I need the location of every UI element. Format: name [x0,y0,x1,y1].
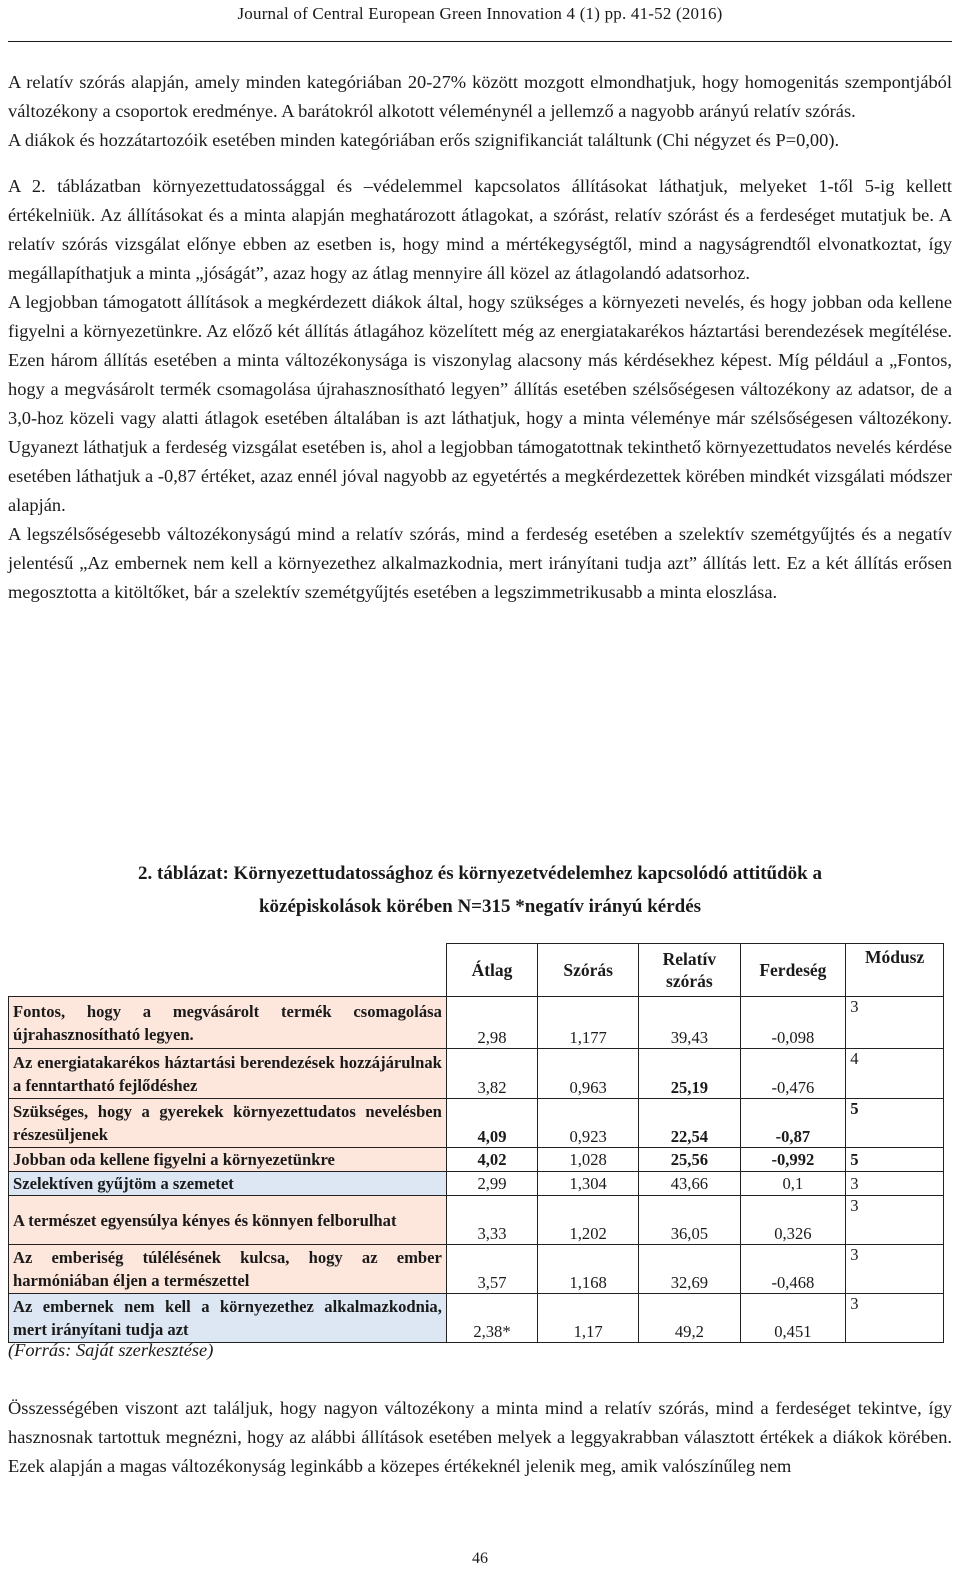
cell-modusz: 4 [846,1049,944,1099]
table-caption [8,857,952,923]
cell-relativ-szoras: 25,19 [639,1049,740,1099]
column-header-relativ-szoras: Relatív szórás [639,944,740,997]
cell-szoras: 1,177 [538,997,639,1049]
column-header-ferdeseg: Ferdeség [740,944,846,997]
table-caption-line-2: középiskolások körében N=315 *negatív irányú kérdés [258,896,702,917]
row-label: Szükséges, hogy a gyerekek környezettudatos nevelésben részesüljenek [9,1099,447,1148]
cell-atlag: 4,02 [446,1148,537,1172]
cell-relativ-szoras: 43,66 [639,1172,740,1196]
page-number: 46 [472,1550,488,1567]
cell-szoras: 1,304 [538,1172,639,1196]
table-header-row [9,944,944,997]
cell-modusz: 5 [846,1148,944,1172]
column-header-atlag: Átlag [446,944,537,997]
cell-ferdeseg: -0,098 [740,997,846,1049]
cell-relativ-szoras: 32,69 [639,1245,740,1294]
cell-modusz: 5 [846,1099,944,1148]
intro-section [8,68,952,607]
cell-szoras: 1,202 [538,1196,639,1245]
table-row [9,1196,944,1245]
cell-modusz: 3 [846,1245,944,1294]
intro-paragraph-2: A diákok és hozzátartozóik esetében minden kategóriában erős szignifikanciát találtunk (Chi négyzet és P=0,00). [8,130,840,150]
cell-modusz: 3 [846,1172,944,1196]
table-row [9,1172,944,1196]
table-row [9,997,944,1049]
cell-atlag: 4,09 [446,1099,537,1148]
cell-atlag: 2,98 [446,997,537,1049]
cell-szoras: 1,17 [538,1294,639,1343]
row-label: Szelektíven gyűjtöm a szemetet [9,1172,447,1196]
analysis-paragraph-2: A legjobban támogatott állítások a megkérdezett diákok által, hogy szükséges a környezeti nevelés, és hogy jobban oda kellene figyelni a környezetünkre. Az előző két állítás átlagához közelített még az energiatakarékos háztartási berendezések megítélése. Ezen három állítás esetében a minta változékonysága is viszonylag alacsony más kérdésekhez képest. Míg például a „Fontos, hogy a megvásárolt termék csomagolása újrahasznosítható legyen” állítás esetében szélsőségesen változékony az adatsor, de a 3,0-hoz közeli vagy alatti átlagok esetében általában is azt láthatjuk, hogy a minta véleménye már szélsőségesen változékony. Ugyanezt láthatjuk a ferdeség vizsgálat esetében is, ahol a legjobban támogatottnak tekinthető környezettudatos nevelés kérdése esetében láthatjuk a -0,87 értéket, azaz ennél jóval nagyobb az egyetértés a megkérdezettek körében mindkét vizsgálati módszer alapján. [8,292,952,515]
cell-atlag: 2,99 [446,1172,537,1196]
cell-ferdeseg: -0,468 [740,1245,846,1294]
cell-atlag: 3,57 [446,1245,537,1294]
running-header: Journal of Central European Green Innovation 4 (1) pp. 41-52 (2016) [237,4,723,23]
cell-ferdeseg: 0,451 [740,1294,846,1343]
row-label: Az energiatakarékos háztartási berendezések hozzájárulnak a fenntartható fejlődéshez [9,1049,447,1099]
row-label: A természet egyensúlya kényes és könnyen felborulhat [9,1196,447,1245]
cell-atlag: 2,38* [446,1294,537,1343]
analysis-paragraph-3: A legszélsőségesebb változékonyságú mind a relatív szórás, mind a ferdeség esetében a szelektív szemétgyűjtés és a negatív jelentésű „Az embernek nem kell a környezethez alkalmazkodnia, mert irányítani tudja azt” állítás lett. Ez a két állítás erősen megosztotta a kitöltőket, bár a szelektív szemétgyűjtés esetében a legszimmetrikusabb a minta eloszlása. [8,524,952,602]
closing-section [8,1394,952,1481]
row-label: Az embernek nem kell a környezethez alkalmazkodnia, mert irányítani tudja azt [9,1294,447,1343]
closing-paragraph: Összességében viszont azt találjuk, hogy nagyon változékony a minta mind a relatív szórás, mind a ferdeséget tekintve, így hasznosnak tartottuk megnézni, hogy az alábbi állítások esetében melyek a leggyakrabban választott értékek a diákok körében. Ezek alapján a magas változékonyság leginkább a közepes értékeknél jelenik meg, amik valószínűleg nem [8,1398,952,1476]
row-label: Az emberiség túlélésének kulcsa, hogy az ember harmóniában éljen a természettel [9,1245,447,1294]
cell-relativ-szoras: 49,2 [639,1294,740,1343]
header-rule [8,41,952,42]
cell-ferdeseg: -0,992 [740,1148,846,1172]
cell-relativ-szoras: 25,56 [639,1148,740,1172]
intro-paragraph-1: A relatív szórás alapján, amely minden kategóriában 20-27% között mozgott elmondhatjuk, hogy homogenitás szempontjából változékony a csoportok eredménye. A barátokról alkotott véleménynél a jellemző a nagyobb arányú relatív szórás. [8,72,952,121]
cell-relativ-szoras: 39,43 [639,997,740,1049]
cell-szoras: 1,028 [538,1148,639,1172]
table-row [9,1049,944,1099]
row-label: Jobban oda kellene figyelni a környezetünkre [9,1148,447,1172]
cell-szoras: 1,168 [538,1245,639,1294]
cell-relativ-szoras: 36,05 [639,1196,740,1245]
cell-modusz: 3 [846,1294,944,1343]
cell-atlag: 3,33 [446,1196,537,1245]
cell-ferdeseg: -0,476 [740,1049,846,1099]
table-row [9,1245,944,1294]
column-header-modusz: Módusz [846,944,944,997]
row-label: Fontos, hogy a megvásárolt termék csomagolása újrahasznosítható legyen. [9,997,447,1049]
cell-ferdeseg: -0,87 [740,1099,846,1148]
cell-atlag: 3,82 [446,1049,537,1099]
cell-szoras: 0,963 [538,1049,639,1099]
cell-ferdeseg: 0,326 [740,1196,846,1245]
table-corner-cell [9,944,447,997]
cell-ferdeseg: 0,1 [740,1172,846,1196]
cell-modusz: 3 [846,997,944,1049]
attitude-table [8,943,944,1343]
table-row [9,1099,944,1148]
analysis-paragraph-1: A 2. táblázatban környezettudatossággal és –védelemmel kapcsolatos állításokat láthatjuk, melyeket 1-től 5-ig kellett értékelniük. Az állításokat és a minta alapján meghatározott átlagokat, a szórást, relatív szórást és a ferdeséget mutatjuk be. A relatív szórás vizsgálat előnye ebben az esetben is, hogy mind a mértékegységtől, mind a nagyságrendtől elvonatkoztat, így megállapíthatjuk a minta „jóságát”, azaz hogy az átlag mennyire áll közel az átlagolandó adatsorhoz. [8,176,952,283]
table-row [9,1294,944,1343]
cell-relativ-szoras: 22,54 [639,1099,740,1148]
column-header-szoras: Szórás [538,944,639,997]
cell-szoras: 0,923 [538,1099,639,1148]
cell-modusz: 3 [846,1196,944,1245]
table-row [9,1148,944,1172]
table-source-note: (Forrás: Saját szerkesztése) [8,1340,214,1360]
table-caption-line-1: 2. táblázat: Környezettudatossághoz és környezetvédelemhez kapcsolódó attitűdök a [138,863,822,884]
